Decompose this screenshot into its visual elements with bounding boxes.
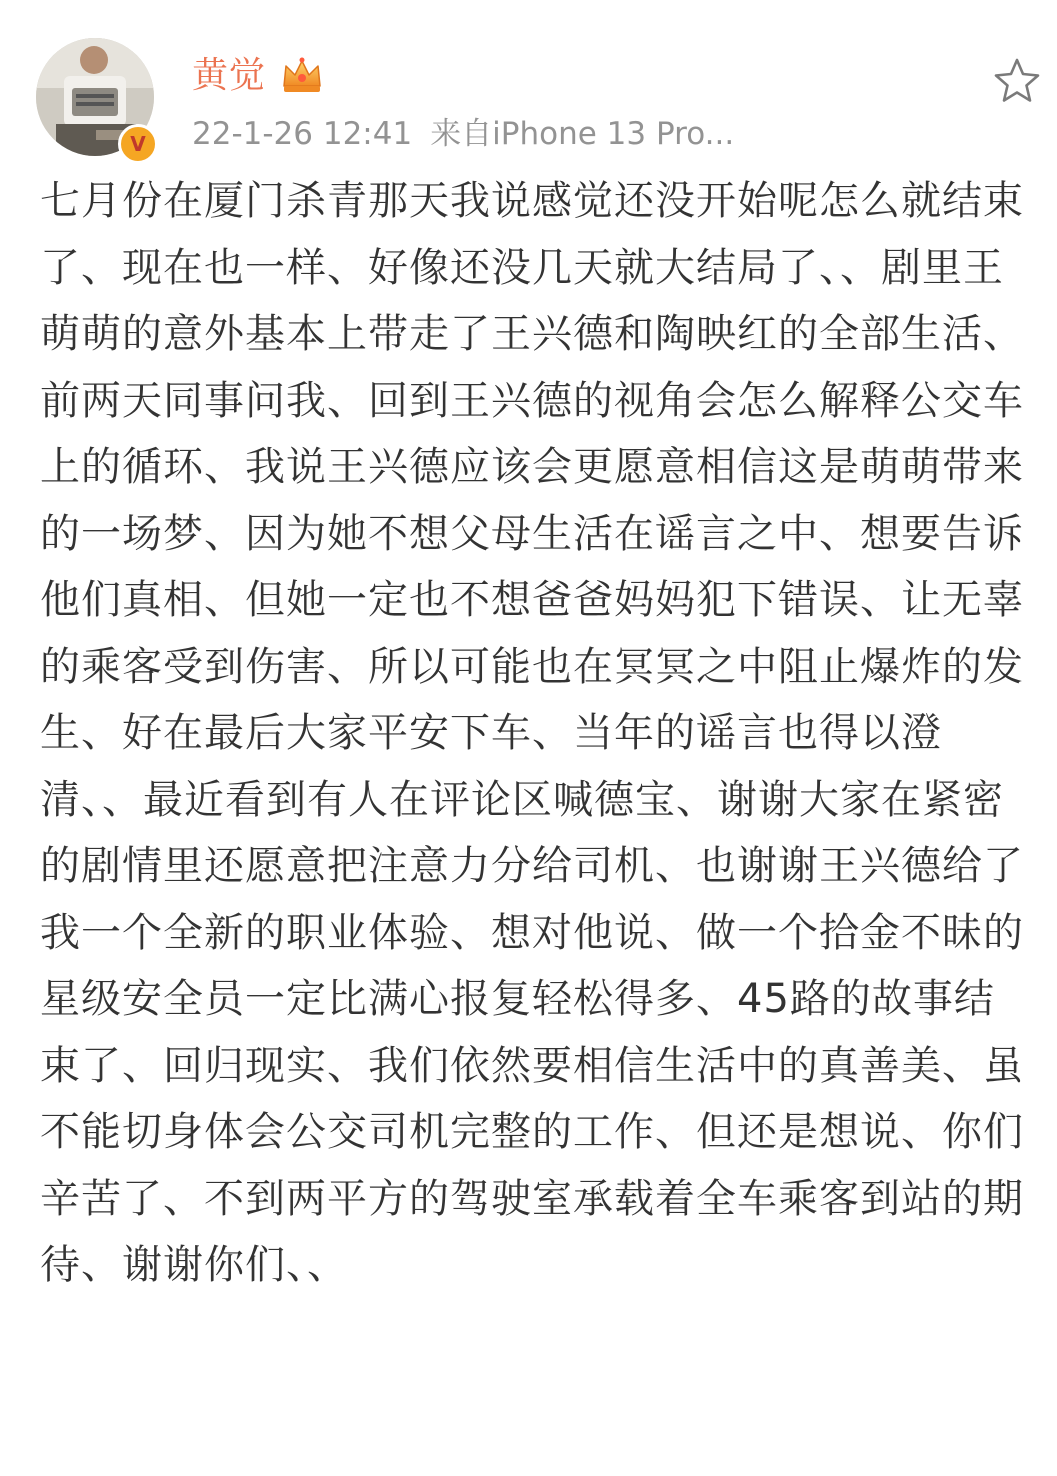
star-icon[interactable] [992,56,1042,106]
username[interactable]: 黄觉 [192,55,267,96]
post-text: 七月份在厦门杀青那天我说感觉还没开始呢怎么就结束了、现在也一样、好像还没几天就大结局了、、剧里王萌萌的意外基本上带走了王兴德和陶映红的全部生活、前两天同事问我、回到王兴德的视角会怎么解释公交车上的循环、我说王兴德应该会更愿意相信这是萌萌带来的一场梦、因为她不想父母生活在谣言之中、想要告诉他们真相、但她一定也不想爸爸妈妈犯下错误、让无辜的乘客受到伤害、所以可能也在冥冥之中阻止爆炸的发生、好在最后大家平安下车、当年的谣言也得以澄清、、最近看到有人在评论区喊德宝、谢谢大家在紧密的剧情里还愿意把注意力分给司机、也谢谢王兴德给了我一个全新的职业体验、想对他说、做一个拾金不昧的星级安全员一定比满心报复轻松得多、45路的故事结束了、回归现实、我们依然要相信生活中的真善美、虽不能切身体会公交司机完整的工作、但还是想说、你们辛苦了、不到两平方的驾驶室承载着全车乘客到站的期待、谢谢你们、、 [40,178,1024,1288]
avatar-container[interactable] [36,38,158,160]
post-time: 22-1-26 12:41 [192,116,413,152]
post-source[interactable]: 来自iPhone 13 Pro... [430,116,735,152]
verified-v-icon: V [118,124,158,164]
vip-crown-icon [280,56,324,96]
post-meta [192,112,734,156]
post-header [36,38,1036,168]
